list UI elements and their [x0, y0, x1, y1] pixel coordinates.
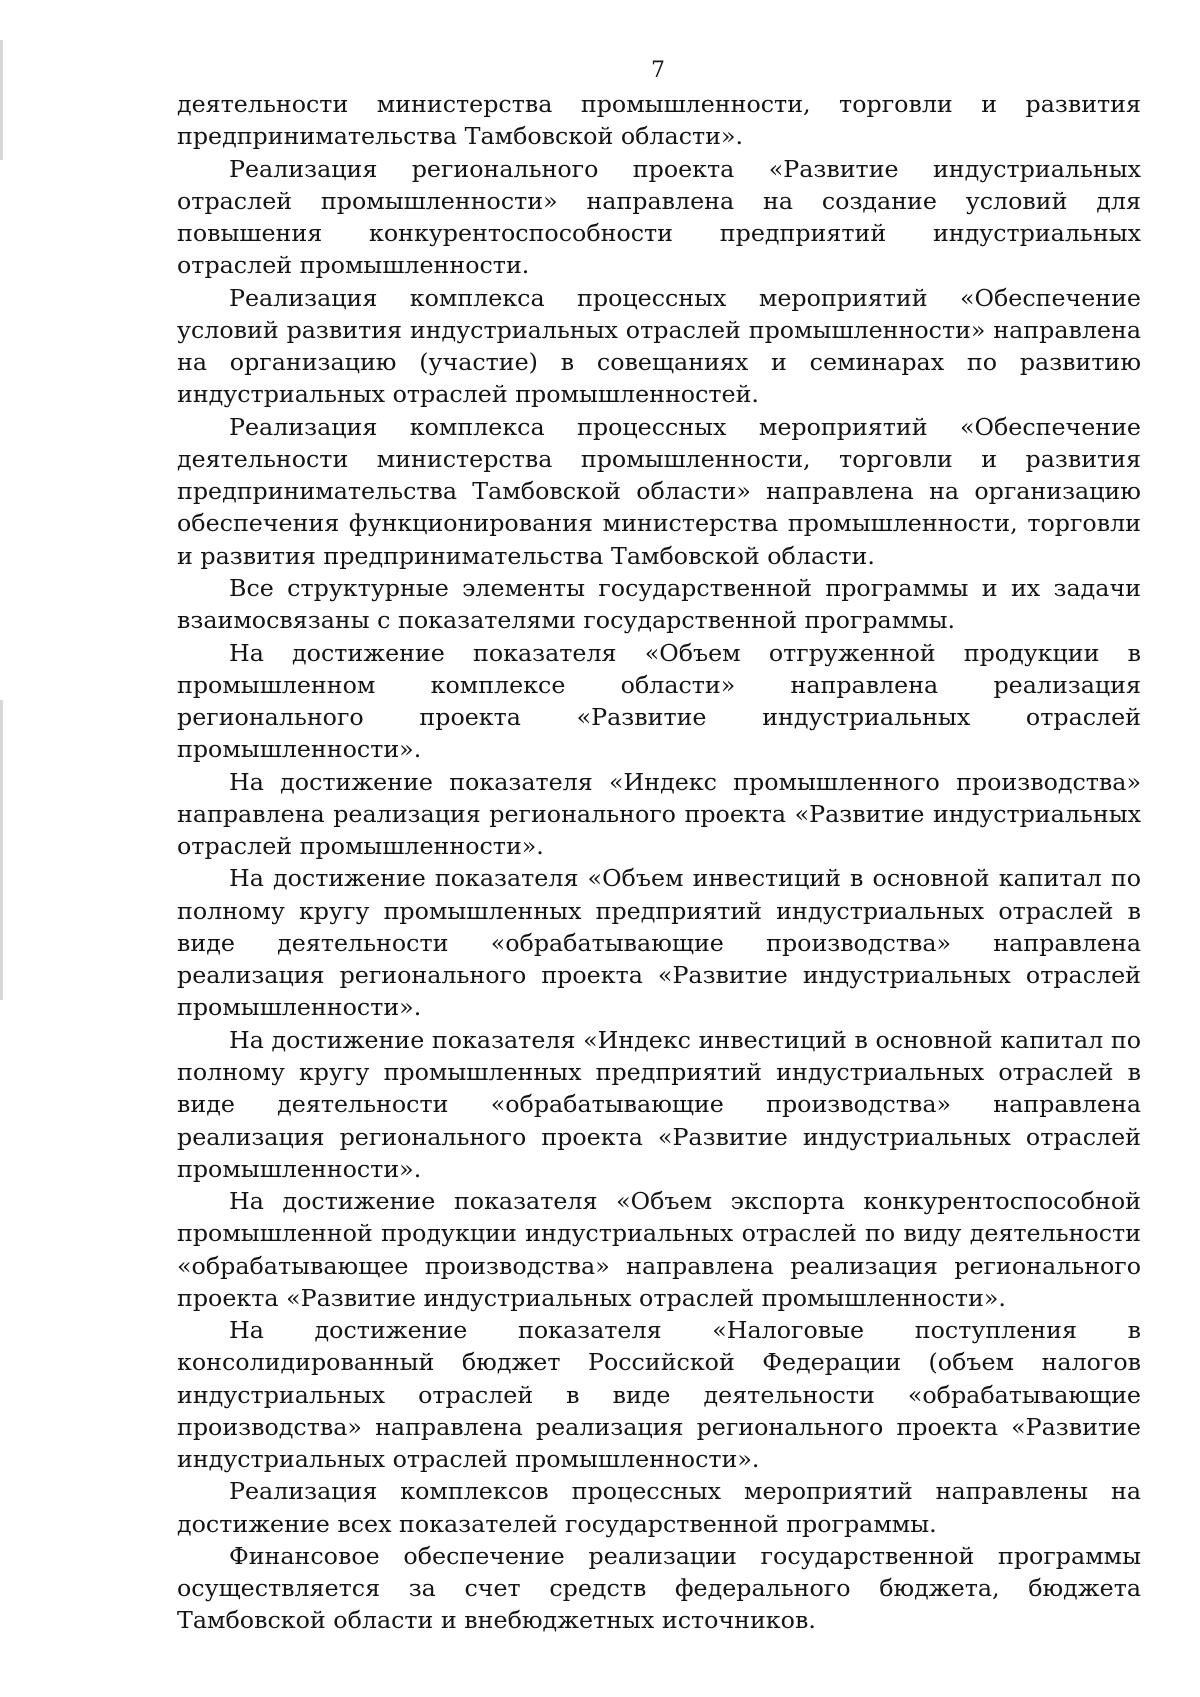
paragraph-8: На достижение показателя «Объем инвестиций в основной капитал по полному кругу промышленных предприятий индустриальных отраслей в виде деятельности «обрабатывающие производства» направлена реализация регионального проекта «Развитие индустриальных отраслей промышленности». [177, 864, 1141, 1022]
paragraph-2: Реализация регионального проекта «Развитие индустриальных отраслей промышленности» направлена на создание условий для повышения конкурентоспособности предприятий индустриальных отраслей промышленности. [177, 154, 1141, 280]
scan-edge-mark [0, 700, 3, 1000]
paragraph-10: На достижение показателя «Объем экспорта конкурентоспособной промышленной продукции индустриальных отраслей по виду деятельности «обрабатывающее производства» направлена реализация регионального проекта «Развитие индустриальных отраслей промышленности». [177, 1187, 1141, 1312]
paragraph-6: На достижение показателя «Объем отгруженной продукции в промышленном комплексе области» направлена реализация регионального проекта «Развитие индустриальных отраслей промышленности». [177, 638, 1141, 764]
paragraph-3: Реализация комплекса процессных мероприятий «Обеспечение условий развития индустриальных отраслей промышленности» направлена на организацию (участие) в совещаниях и семинарах по развитию индустриальных отраслей промышленностей. [177, 283, 1141, 409]
paragraph-11: На достижение показателя «Налоговые поступления в консолидированный бюджет Российской Федерации (объем налогов индустриальных отраслей в виде деятельности «обрабатывающие производства» направлена реализация регионального проекта «Развитие индустриальных отраслей промышленности». [177, 1316, 1141, 1474]
paragraph-4: Реализация комплекса процессных мероприятий «Обеспечение деятельности министерства промышленности, торговли и развития предпринимательства Тамбовской области» направлена на организацию обеспечения функционирования министерства промышленности, торговли и развития предпринимательства Тамбовской области. [177, 412, 1141, 570]
paragraph-1: деятельности министерства промышленности, торговли и развития предпринимательства Тамбовской области». [177, 90, 1141, 151]
paragraph-5: Все структурные элементы государственной программы и их задачи взаимосвязаны с показателями государственной программы. [177, 573, 1141, 635]
document-body [177, 88, 1141, 1637]
paragraph-12: Реализация комплексов процессных мероприятий направлены на достижение всех показателей государственной программы. [177, 1477, 1141, 1538]
paragraph-13: Финансовое обеспечение реализации государственной программы осуществляется за счет средств федерального бюджета, бюджета Тамбовской области и внебюджетных источников. [177, 1541, 1141, 1635]
paragraph-7: На достижение показателя «Индекс промышленного производства» направлена реализация регионального проекта «Развитие индустриальных отраслей промышленности». [177, 767, 1141, 861]
paragraph-9: На достижение показателя «Индекс инвестиций в основной капитал по полному кругу промышленных предприятий индустриальных отраслей в виде деятельности «обрабатывающие производства» направлена реализация регионального проекта «Развитие индустриальных отраслей промышленности». [177, 1025, 1141, 1183]
page-number: 7 [651, 58, 665, 83]
